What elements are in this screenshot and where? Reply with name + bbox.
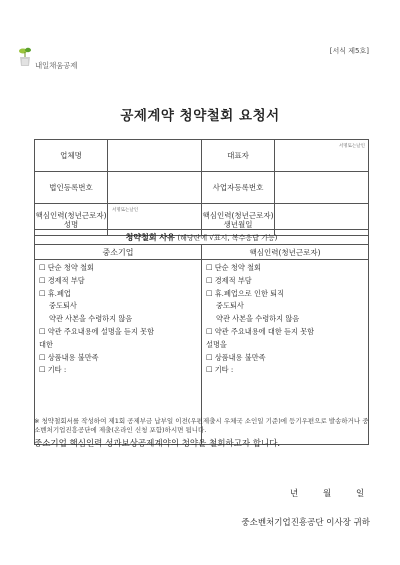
date-year-label: 년 xyxy=(290,489,299,499)
date-day-label: 일 xyxy=(356,489,365,499)
core-reason-item: 설명을 xyxy=(206,339,227,349)
reason-title: 청약철회 사유 xyxy=(125,232,175,242)
form-number: [서식 제5호] xyxy=(329,47,369,55)
core-worker-header: 핵심인력(청년근로자) xyxy=(202,245,369,260)
reason-title-note: (해당란에 √표시, 복수응답 가능) xyxy=(177,233,278,242)
document-title: 공제계약 청약철회 요청서 xyxy=(120,108,280,124)
ceo-field[interactable] xyxy=(275,140,369,172)
biz-reg-label: 사업자등록번호 xyxy=(202,172,275,204)
sme-reason-item: 대한 xyxy=(39,339,53,349)
applicant-info-table xyxy=(34,139,369,236)
withdrawal-statement: 중소기업 핵심인력 성과보상공제계약의 청약을 철회하고자 합니다. xyxy=(34,439,281,449)
ceo-seal-note: 서명또는날인 xyxy=(338,144,365,149)
core-reason-item: 약관 사본을 수령하지 않음 xyxy=(216,314,300,324)
sme-reason-item[interactable]: ☐ 휴.폐업 xyxy=(39,288,71,298)
core-reason-item[interactable]: ☐ 상품내용 불만족 xyxy=(206,352,266,362)
core-reason-item[interactable]: ☐ 단순 청약 철회 xyxy=(206,263,261,272)
company-name-label: 업체명 xyxy=(35,140,108,172)
core-reason-item[interactable]: ☐ 경제적 부담 xyxy=(206,275,252,285)
sme-reason-item[interactable]: ☐ 상품내용 불만족 xyxy=(39,352,99,362)
corp-reg-field[interactable] xyxy=(108,172,202,204)
biz-reg-field[interactable] xyxy=(275,172,369,204)
sme-reason-item: 중도퇴사 xyxy=(49,301,77,311)
core-name-seal-note: 서명또는날인 xyxy=(112,208,139,213)
ceo-label: 대표자 xyxy=(202,140,275,172)
corp-reg-label: 법인등록번호 xyxy=(35,172,108,204)
sme-reason-item[interactable]: ☐ 기타 : xyxy=(39,365,67,375)
sme-header: 중소기업 xyxy=(35,245,202,260)
core-birth-label: 핵심인력(청년근로자) 생년월일 xyxy=(202,204,275,236)
logo-text: 내일채움공제 xyxy=(35,61,78,70)
addressee: 중소벤처기업진흥공단 이사장 귀하 xyxy=(241,518,370,528)
submission-note: ※ 청약철회서를 작성하여 제1회 공제부금 납부일 이전(우편제출시 우체국 소인일 기준)에 등기우편으로 발송하거나 중소벤처기업진흥공단에 제출(온라인 신청 포함)하시면 됩니다. xyxy=(34,417,369,434)
withdrawal-reason-table xyxy=(34,229,369,445)
sme-reason-item: 약관 사본을 수령하지 않음 xyxy=(49,314,133,324)
core-name-label: 핵심인력(청년근로자) 성명 xyxy=(35,204,108,236)
core-reason-item[interactable]: ☐ 휴.폐업으로 인한 퇴직 xyxy=(206,288,285,298)
sme-reason-item[interactable]: ☐ 경제적 부담 xyxy=(39,275,85,285)
company-name-field[interactable] xyxy=(108,140,202,172)
sme-reason-item[interactable]: ☐ 단순 청약 철회 xyxy=(39,263,94,272)
core-reason-item: 중도퇴사 xyxy=(216,301,244,311)
core-reason-item[interactable]: ☐ 기타 : xyxy=(206,365,234,375)
reason-title-row xyxy=(35,230,369,245)
core-reason-item[interactable]: ☐ 약관 주요내용에 대한 듣지 못함 xyxy=(206,326,315,336)
sme-reason-item[interactable]: ☐ 약관 주요내용에 설명을 듣지 못함 xyxy=(39,326,155,336)
date-month-label: 월 xyxy=(323,489,332,499)
sprout-logo-icon xyxy=(18,47,32,67)
